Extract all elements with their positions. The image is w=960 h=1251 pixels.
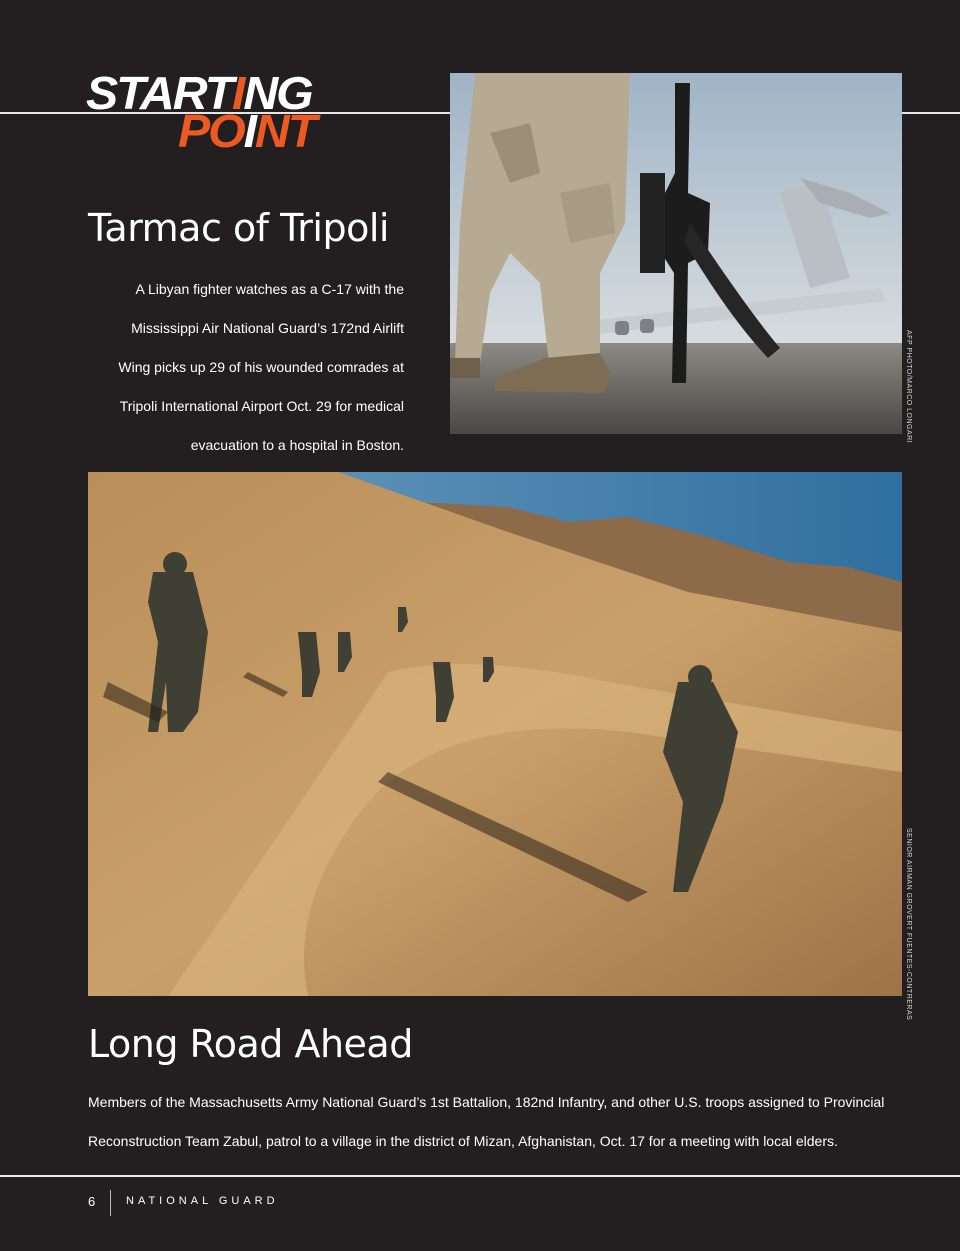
story-caption-tripoli: A Libyan fighter watches as a C-17 with the Mississippi Air National Guard’s 172nd Airlift Wing picks up 29 of his wounded comrades at Tripoli International Airport Oct. 29 for medical evacuation to a hospital in Boston. [118,281,404,453]
story-title-tripoli: Tarmac of Tripoli [88,206,389,250]
photo-tripoli-tarmac [450,73,902,434]
photo-credit-tripoli: AFP PHOTO/MARCO LONGARI [905,330,912,444]
publication-name: NATIONAL GUARD [126,1195,279,1207]
logo-line-point: POINT [178,105,316,157]
story-title-long-road: Long Road Ahead [88,1022,413,1066]
photo-credit-patrol: SENIOR AIRMAN GROVERT FUENTES-CONTRERAS [905,828,912,1021]
footer-divider [110,1190,111,1216]
logo-line-starting: STARTING [86,67,312,119]
page-number: 6 [88,1194,96,1209]
section-logo [86,67,348,157]
photo-afghanistan-patrol [88,472,902,996]
bottom-rule [0,1175,960,1177]
story-caption-long-road: Members of the Massachusetts Army National Guard’s 1st Battalion, 182nd Infantry, and other U.S. troops assigned to Provincial Reconstruction Team Zabul, patrol to a village in the district of Mizan, Afghanistan, Oct. 17 for a meeting with local elders. [88,1094,885,1149]
